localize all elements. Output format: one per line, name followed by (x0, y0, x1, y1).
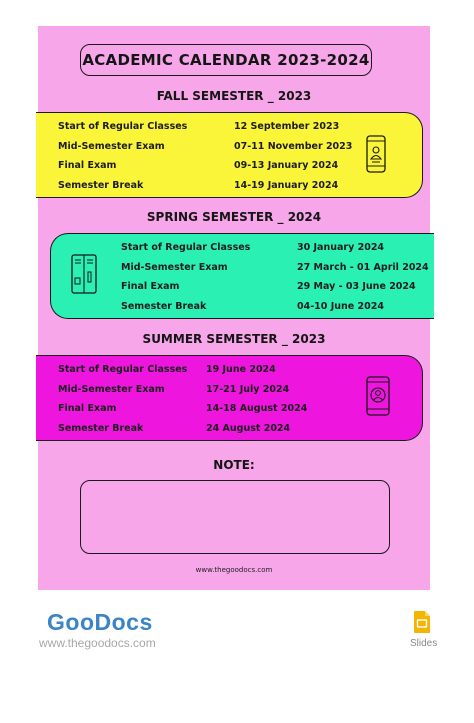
phone-person-icon (366, 135, 386, 173)
event-row (58, 178, 358, 198)
locker-icon (71, 254, 97, 294)
spring-event-list (121, 240, 429, 318)
event-row (58, 362, 358, 382)
event-row (58, 119, 358, 139)
event-date: 07-11 November 2023 (234, 140, 353, 152)
event-row (58, 139, 358, 159)
event-row (58, 382, 358, 402)
fall-semester-heading: FALL SEMESTER _ 2023 (156, 89, 312, 103)
calendar-sheet (38, 26, 430, 590)
event-date: 29 May - 03 June 2024 (297, 281, 416, 292)
event-label: Semester Break (58, 422, 144, 434)
summer-semester-heading: SUMMER SEMESTER _ 2023 (142, 332, 326, 346)
event-date: 19 June 2024 (206, 364, 276, 375)
event-date: 14-18 August 2024 (206, 403, 308, 414)
event-label: Final Exam (58, 403, 117, 414)
note-box (80, 480, 390, 554)
note-heading: NOTE: (213, 458, 255, 472)
event-label: Mid-Semester Exam (58, 140, 165, 152)
event-label: Semester Break (58, 179, 144, 191)
event-label: Final Exam (58, 160, 117, 171)
summer-event-list (58, 362, 358, 440)
fall-semester-band (36, 112, 423, 198)
event-label: Start of Regular Classes (121, 242, 251, 253)
page-title: ACADEMIC CALENDAR 2023-2024 (82, 51, 370, 69)
google-slides-icon[interactable] (414, 611, 430, 633)
event-date: 17-21 July 2024 (206, 383, 290, 395)
fall-event-list (58, 119, 358, 197)
slides-label: Slides (410, 638, 438, 649)
event-label: Start of Regular Classes (58, 364, 188, 375)
summer-semester-band (36, 355, 423, 441)
event-row (58, 158, 358, 178)
event-date: 09-13 January 2024 (234, 160, 339, 171)
spring-semester-band (50, 233, 434, 319)
brand-url-link[interactable]: www.thegoodocs.com (39, 636, 156, 650)
event-row (58, 401, 358, 421)
event-row (58, 421, 358, 441)
event-label: Mid-Semester Exam (121, 261, 228, 273)
sheet-site-url: www.thegoodocs.com (195, 566, 273, 574)
event-date: 12 September 2023 (234, 121, 340, 132)
title-box (80, 44, 372, 76)
event-label: Mid-Semester Exam (58, 383, 165, 395)
event-date: 27 March - 01 April 2024 (297, 261, 429, 273)
event-date: 14-19 January 2024 (234, 179, 339, 191)
event-row (121, 240, 421, 260)
event-date: 04-10 June 2024 (297, 300, 384, 312)
event-date: 24 August 2024 (206, 422, 291, 434)
goodocs-logo[interactable]: GooDocs (47, 609, 153, 635)
event-date: 30 January 2024 (297, 242, 385, 253)
event-label: Final Exam (121, 281, 180, 292)
event-row (121, 260, 429, 280)
event-label: Semester Break (121, 300, 207, 312)
spring-semester-heading: SPRING SEMESTER _ 2024 (146, 210, 322, 224)
event-row (121, 299, 421, 319)
event-row (121, 279, 421, 299)
event-label: Start of Regular Classes (58, 121, 188, 132)
phone-profile-icon (366, 376, 390, 416)
